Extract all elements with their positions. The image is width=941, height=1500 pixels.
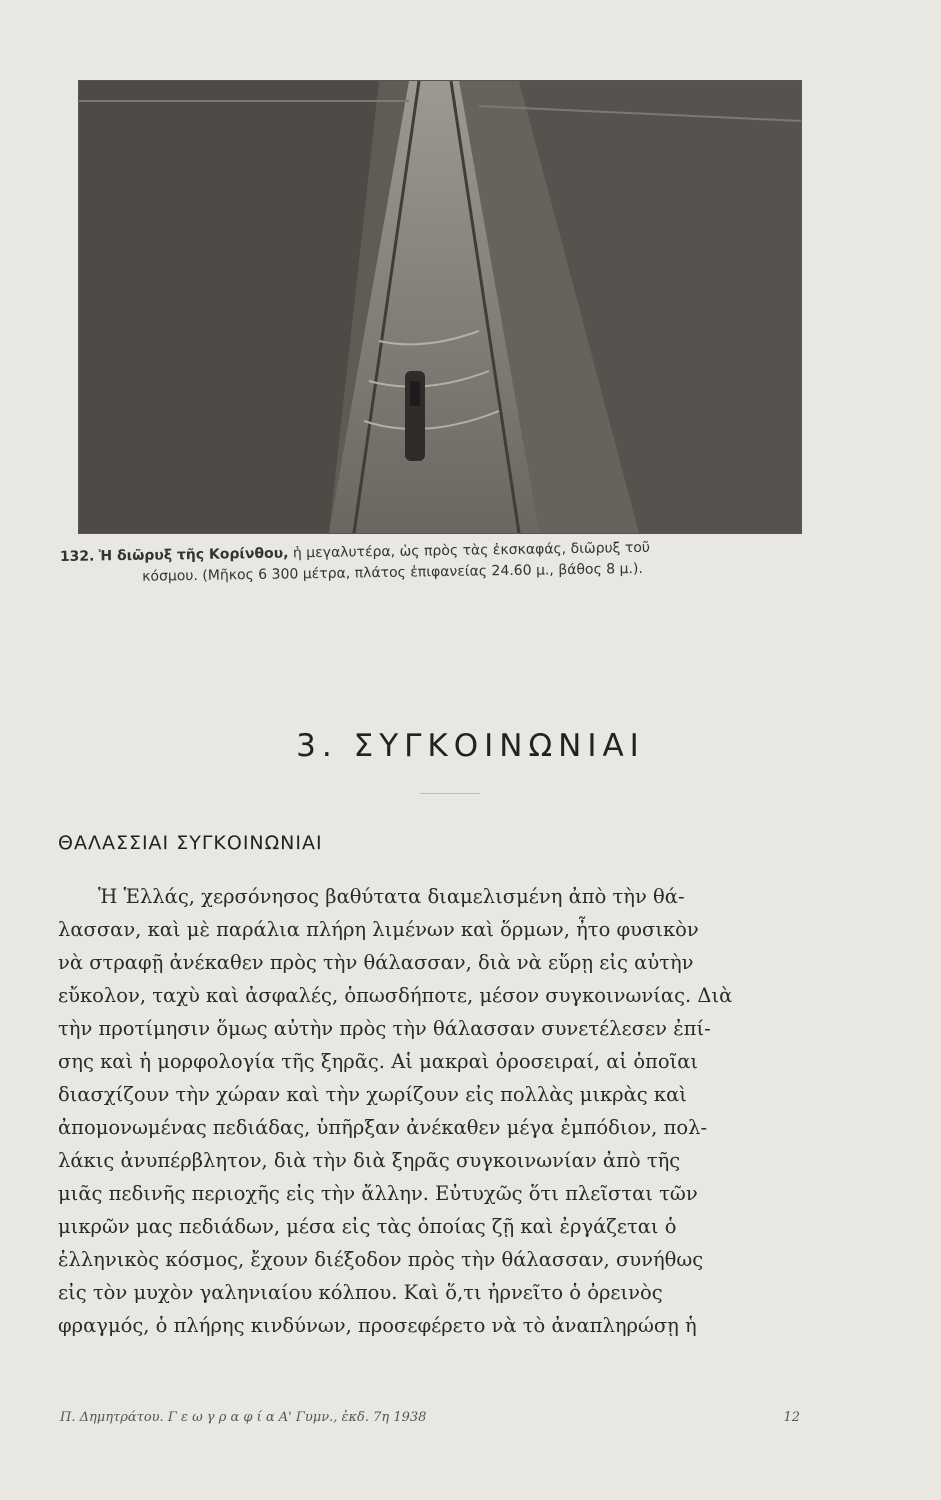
- canal-photograph: [78, 80, 802, 534]
- paragraph-line: νὰ στραφῇ ἀνέκαθεν πρὸς τὴν θάλασσαν, διὰ νὰ εὕρῃ εἰς αὐτὴν: [58, 951, 694, 974]
- figure-subject: Ἡ διῶρυξ τῆς Κορίνθου,: [98, 545, 289, 565]
- paragraph-line: ἑλληνικὸς κόσμος, ἔχουν διέξοδον πρὸς τὴν θάλασσαν, συνήθως: [58, 1248, 704, 1271]
- paragraph-line: λασσαν, καὶ μὲ παράλια πλήρη λιμένων καὶ ὅρμων, ἦτο φυσικὸν: [58, 918, 699, 941]
- footer-citation: Π. Δημητράτου. Γ ε ω γ ρ α φ ί α Α' Γυμν., ἐκδ. 7η 1938: [60, 1410, 427, 1425]
- paragraph-line: ἀπομονωμένας πεδιάδας, ὑπῆρξαν ἀνέκαθεν μέγα ἐμπόδιον, πολ-: [58, 1116, 708, 1139]
- figure-caption: [60, 535, 831, 589]
- paragraph-line: διασχίζουν τὴν χώραν καὶ τὴν χωρίζουν εἰς πολλὰς μικρὰς καὶ: [58, 1083, 687, 1106]
- figure-caption-text: ἡ μεγαλυτέρα, ὡς πρὸς τὰς ἐκσκαφάς, διῶρυξ τοῦ: [292, 539, 651, 562]
- canal-photo-illustration: [79, 81, 801, 533]
- figure-number: 132.: [59, 548, 95, 566]
- paragraph-line: σης καὶ ἡ μορφολογία τῆς ξηρᾶς. Αἱ μακραὶ ὀροσειραί, αἱ ὁποῖαι: [58, 1050, 699, 1073]
- section-title: ΘΑΛΑΣΣΙΑΙ ΣΥΓΚΟΙΝΩΝΙΑΙ: [58, 832, 323, 854]
- page-footer: [60, 1410, 800, 1425]
- paragraph-line: μιᾶς πεδινῆς περιοχῆς εἰς τὴν ἄλλην. Εὐτυχῶς ὅτι πλεῖσται τῶν: [58, 1182, 698, 1205]
- divider: [420, 793, 480, 794]
- paragraph-line: φραγμός, ὁ πλήρης κινδύνων, προσεφέρετο νὰ τὸ ἀναπληρώσῃ ἡ: [58, 1314, 697, 1337]
- body-paragraph: [58, 880, 818, 1342]
- paragraph-line: εἰς τὸν μυχὸν γαληνιαίου κόλπου. Καὶ ὅ,τι ἠρνεῖτο ὁ ὀρεινὸς: [58, 1281, 663, 1304]
- figure-caption-line2: κόσμου. (Μῆκος 6 300 μέτρα, πλάτος ἐπιφανείας 24.60 μ., βάθος 8 μ.).: [142, 560, 643, 585]
- paragraph-line: Ἡ Ἑλλάς, χερσόνησος βαθύτατα διαμελισμένη ἀπὸ τὴν θά-: [98, 885, 685, 908]
- chapter-title: 3. ΣΥΓΚΟΙΝΩΝΙΑΙ: [296, 728, 645, 764]
- paragraph-line: λάκις ἀνυπέρβλητον, διὰ τὴν διὰ ξηρᾶς συγκοινωνίαν ἀπὸ τῆς: [58, 1149, 681, 1172]
- paragraph-line: τὴν προτίμησιν ὅμως αὐτὴν πρὸς τὴν θάλασσαν συνετέλεσεν ἐπί-: [58, 1017, 711, 1040]
- paragraph-line: μικρῶν μας πεδιάδων, μέσα εἰς τὰς ὁποίας ζῇ καὶ ἐργάζεται ὁ: [58, 1215, 677, 1238]
- paragraph-line: εὔκολον, ταχὺ καὶ ἀσφαλές, ὁπωσδήποτε, μέσον συγκοινωνίας. Διὰ: [58, 984, 733, 1007]
- page-number: 12: [783, 1410, 800, 1425]
